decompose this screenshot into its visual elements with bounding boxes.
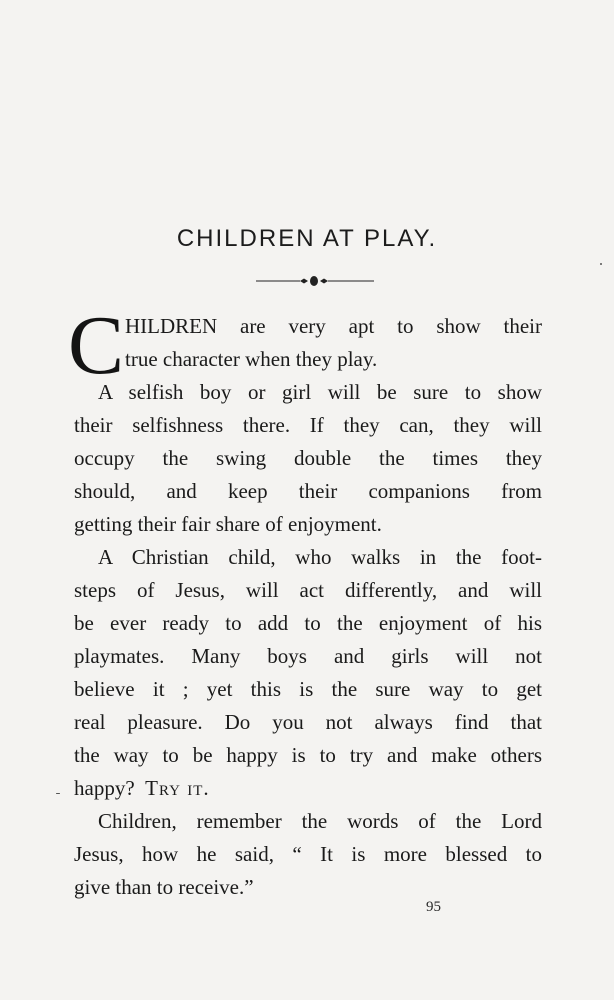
paragraph-line: A Christian child, who walks in the foot-	[98, 545, 542, 569]
paragraph-line	[74, 772, 542, 805]
emphasis-text: Try it.	[145, 776, 210, 800]
drop-cap: C	[68, 299, 125, 392]
paragraph-line: true character when they play.	[125, 347, 378, 371]
paragraph-line: be ever ready to add to the enjoyment of his	[74, 611, 542, 635]
paragraph-line: occupy the swing double the times they	[74, 446, 542, 470]
paragraph-line: the way to be happy is to try and make others	[74, 743, 542, 767]
print-speck	[600, 263, 602, 265]
print-speck	[56, 793, 60, 794]
paragraph-line: getting their fair share of enjoyment.	[74, 512, 382, 536]
paragraph-line: Children, remember the words of the Lord	[98, 809, 542, 833]
paragraph-line: real pleasure. Do you not always find that	[74, 710, 542, 734]
paragraph-line: should, and keep their companions from	[74, 479, 542, 503]
paragraph-line: steps of Jesus, will act differently, and will	[74, 578, 542, 602]
page-number: 95	[426, 899, 441, 915]
paragraph-line: Jesus, how he said, “ It is more blessed to	[74, 842, 542, 866]
chapter-title: CHILDREN AT PLAY.	[176, 225, 438, 252]
paragraph-line: HILDREN are very apt to show their	[125, 314, 542, 338]
paragraph-line: playmates. Many boys and girls will not	[74, 644, 542, 668]
paragraph-line: give than to receive.”	[74, 875, 254, 899]
paragraph-line: their selfishness there. If they can, they will	[74, 413, 542, 437]
line-text: happy?	[74, 776, 135, 800]
ornament-divider	[256, 274, 374, 288]
paragraph-line: believe it ; yet this is the sure way to get	[74, 677, 542, 701]
paragraph-line: A selfish boy or girl will be sure to show	[98, 380, 542, 404]
